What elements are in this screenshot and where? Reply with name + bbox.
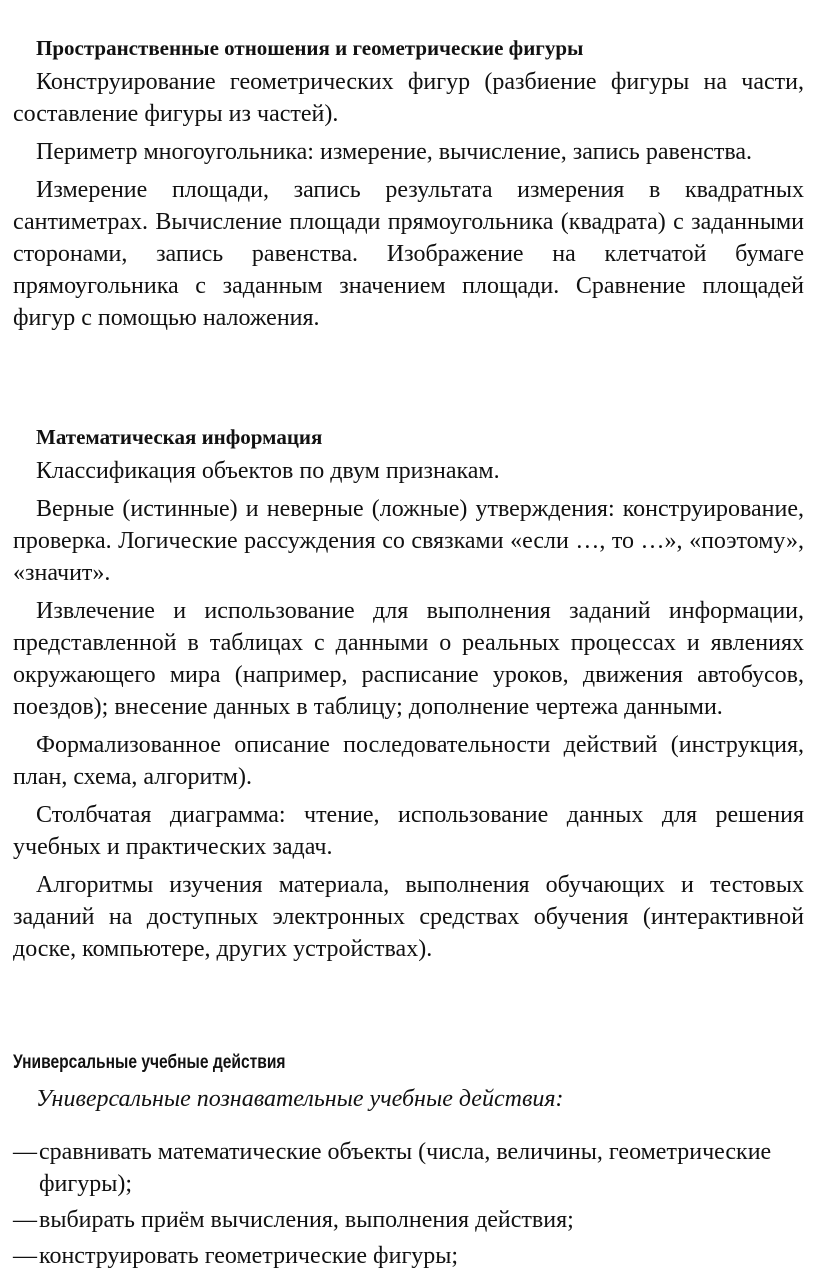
section-heading-universal-actions: Универсальные учебные действия — [13, 1052, 286, 1073]
paragraph: Периметр многоугольника: измерение, вычисление, запись равенства. — [36, 139, 753, 165]
paragraph: Измерение площади, запись результата измерения в квадратных сантиметрах. Вычисление площади прямоугольника (квадрата) с заданными сторонами, запись равенства. Изображение на клетчатой бумаге прямоугольника с заданным значением площади. Сравнение площадей фигур с помощью наложения. — [13, 177, 804, 331]
section-heading-math-info: Математическая информация — [36, 425, 323, 449]
list-item: —выбирать приём вычисления, выполнения действия; — [13, 1207, 574, 1233]
paragraph: Извлечение и использование для выполнения заданий информации, представленной в таблицах с данными о реальных процессах и явлениях окружающего мира (например, расписание уроков, движения автобусов, поездов); внесение данных в таблицу; дополнение чертежа данными. — [13, 598, 804, 720]
section-body-spatial — [13, 66, 804, 340]
paragraph: Столбчатая диаграмма: чтение, использование данных для решения учебных и практических задач. — [13, 802, 804, 860]
section-body-math-info — [13, 455, 804, 971]
list-item: —сравнивать математические объекты (числа, величины, геометрические фигуры); — [13, 1139, 772, 1197]
paragraph: Формализованное описание последовательности действий (инструкция, план, схема, алгоритм). — [13, 732, 804, 790]
paragraph: Верные (истинные) и неверные (ложные) утверждения: конструирование, проверка. Логические рассуждения со связками «если …, то …», «поэтому», «значит». — [13, 496, 804, 586]
paragraph: Конструирование геометрических фигур (разбиение фигуры на части, составление фигуры из частей). — [13, 69, 804, 127]
section-heading-spatial: Пространственные отношения и геометрические фигуры — [36, 36, 584, 60]
paragraph: Алгоритмы изучения материала, выполнения обучающих и тестовых заданий на доступных электронных средствах обучения (интерактивной доске, компьютере, других устройствах). — [13, 872, 804, 962]
cognitive-actions-list — [13, 1136, 804, 1276]
list-item: —конструировать геометрические фигуры; — [13, 1243, 459, 1269]
paragraph: Классификация объектов по двум признакам. — [36, 458, 500, 484]
subheading-cognitive-actions: Универсальные познавательные учебные действия: — [36, 1086, 564, 1112]
